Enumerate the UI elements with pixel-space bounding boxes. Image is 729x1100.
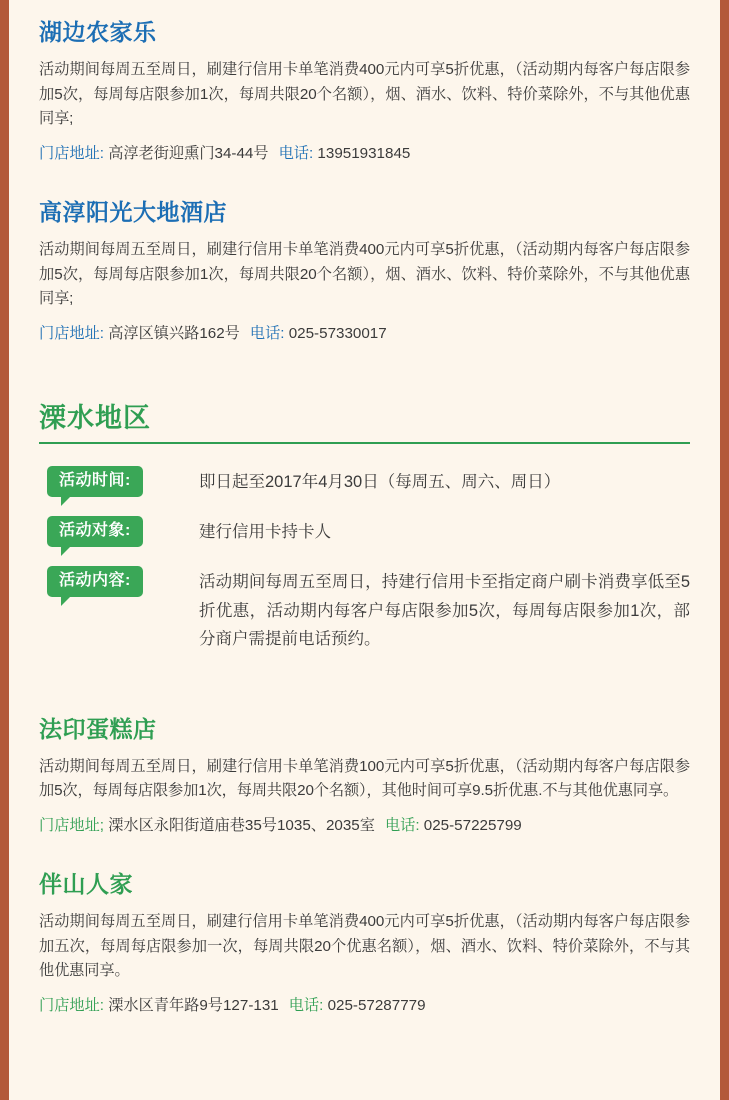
activity-content-tag: 活动内容: xyxy=(47,566,143,597)
activity-target-value: 建行信用卡持卡人 xyxy=(199,523,331,542)
address-label: 门店地址: xyxy=(39,144,104,162)
merchant-address-line xyxy=(39,814,690,838)
spacer xyxy=(39,673,690,697)
telephone-value: 025-57225799 xyxy=(423,816,522,834)
tag-tail-icon xyxy=(61,596,81,606)
address-label: 门店地址: xyxy=(39,325,104,343)
region-divider xyxy=(39,442,690,444)
merchant-address-line xyxy=(39,994,690,1018)
activity-time-value: 即日起至2017年4月30日（每周五、周六、周日） xyxy=(199,473,561,492)
merchant-description: 活动期间每周五至周日，刷建行信用卡单笔消费400元内可享5折优惠，（活动期内每客户每店限参加五次，每周每店限参加一次，每周共限20个优惠名额），烟、酒水、饮料、特价菜除外，不与其他优惠同享。 xyxy=(39,913,690,980)
telephone-label: 电话: xyxy=(384,816,420,834)
address-label: 门店地址: xyxy=(39,996,104,1014)
merchant-block xyxy=(39,697,690,839)
page-right-border xyxy=(720,0,729,1100)
merchant-description: 活动期间每周五至周日，刷建行信用卡单笔消费100元内可享5折优惠，（活动期内每客户每店限参加5次，每周每店限参加1次，每周共限20个名额），其他时间可享9.5折优惠.不与其他优惠同享。 xyxy=(39,757,690,800)
spacer xyxy=(39,842,690,852)
merchant-name: 法印蛋糕店 xyxy=(39,715,157,742)
tag-wrap xyxy=(47,516,199,547)
tag-wrap xyxy=(47,466,199,497)
spacer xyxy=(39,170,690,180)
address-value: 溧水区青年路9号127-131 xyxy=(108,996,279,1014)
merchant-block xyxy=(39,0,690,166)
merchant-description: 活动期间每周五至周日，刷建行信用卡单笔消费400元内可享5折优惠，（活动期内每客户每店限参加5次，每周每店限参加1次，每周共限20个名额），烟、酒水、饮料、特价菜除外，不与其他优惠同享; xyxy=(39,241,690,308)
region-title: 溧水地区 xyxy=(39,403,151,434)
merchant-block xyxy=(39,180,690,346)
telephone-label: 电话: xyxy=(288,996,324,1014)
activity-target-tag: 活动对象: xyxy=(47,516,143,547)
merchant-address-line xyxy=(39,142,690,166)
merchant-description: 活动期间每周五至周日，刷建行信用卡单笔消费400元内可享5折优惠，（活动期内每客户每店限参加5次，每周每店限参加1次，每周共限20个名额），烟、酒水、饮料、特价菜除外，不与其他优惠同享; xyxy=(39,61,690,128)
activity-content-value: 活动期间每周五至周日，持建行信用卡至指定商户刷卡消费享低至5折优惠，活动期内每客户每店限参加5次，每周每店限参加1次，部分商户需提前电话预约。 xyxy=(199,573,690,649)
merchant-name: 高淳阳光大地酒店 xyxy=(39,199,227,226)
telephone-label: 电话: xyxy=(249,325,285,343)
activity-time-tag: 活动时间: xyxy=(47,466,143,497)
merchant-block xyxy=(39,852,690,1018)
info-row-activity-content xyxy=(39,566,690,653)
info-row-activity-target xyxy=(39,516,690,547)
merchant-name: 湖边农家乐 xyxy=(39,19,157,45)
tag-tail-icon xyxy=(61,546,81,556)
merchant-name: 伴山人家 xyxy=(39,871,133,898)
address-label: 门店地址; xyxy=(39,816,104,834)
tag-wrap xyxy=(47,566,199,597)
region-section xyxy=(39,396,690,1018)
telephone-value: 025-57287779 xyxy=(327,996,426,1014)
address-value: 溧水区永阳街道庙巷35号1035、2035室 xyxy=(108,816,375,834)
page-left-border xyxy=(0,0,9,1100)
telephone-label: 电话: xyxy=(278,144,314,162)
tag-tail-icon xyxy=(61,496,81,506)
address-value: 高淳老街迎熏门34-44号 xyxy=(108,144,269,162)
page-content xyxy=(9,0,720,1100)
merchant-address-line xyxy=(39,322,690,346)
telephone-value: 025-57330017 xyxy=(288,325,387,343)
telephone-value: 13951931845 xyxy=(317,144,411,162)
info-row-activity-time xyxy=(39,466,690,497)
address-value: 高淳区镇兴路162号 xyxy=(108,325,240,343)
